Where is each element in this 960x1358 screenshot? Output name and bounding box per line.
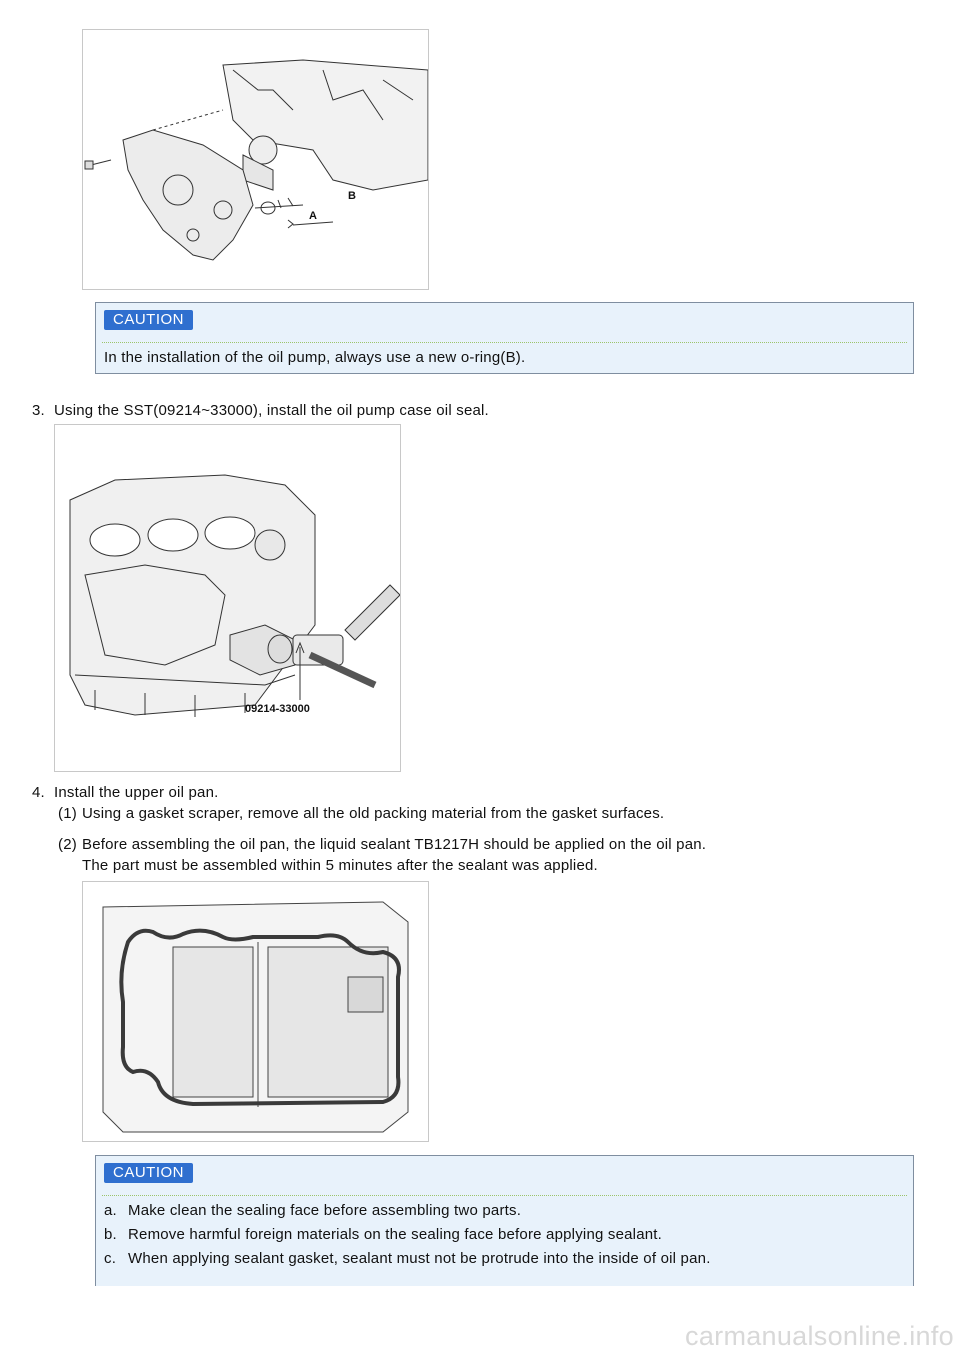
substep-1-number: (1) xyxy=(58,805,77,822)
divider xyxy=(102,342,907,343)
caution-box-sealant xyxy=(95,1155,914,1286)
caution-badge: CAUTION xyxy=(104,310,193,330)
caution-item-c-marker: c. xyxy=(104,1250,117,1267)
caution-badge: CAUTION xyxy=(104,1163,193,1183)
figure1-label-b: B xyxy=(348,190,356,202)
caution-item-a-text: Make clean the sealing face before assembling two parts. xyxy=(128,1202,522,1219)
substep-2-text: Before assembling the oil pan, the liquid sealant TB1217H should be applied on the oil pan. xyxy=(82,836,707,853)
figure1-label-a: A xyxy=(309,210,317,222)
step-4-number: 4. xyxy=(32,784,45,801)
step-4-text: Install the upper oil pan. xyxy=(54,784,219,801)
caution-item-a-marker: a. xyxy=(104,1202,117,1219)
caution-text: In the installation of the oil pump, always use a new o-ring(B). xyxy=(104,349,526,366)
caution-item-b-text: Remove harmful foreign materials on the sealing face before applying sealant. xyxy=(128,1226,663,1243)
watermark: carmanualsonline.info xyxy=(685,1321,954,1351)
substep-2-text-line2: The part must be assembled within 5 minutes after the sealant was applied. xyxy=(82,857,598,874)
figure2-tool-label: 09214-33000 xyxy=(245,703,310,715)
step-3-number: 3. xyxy=(32,402,45,419)
figure-sst-oil-seal xyxy=(54,424,401,772)
caution-item-c-text: When applying sealant gasket, sealant must not be protrude into the inside of oil pan. xyxy=(128,1250,711,1267)
substep-2-number: (2) xyxy=(58,836,77,853)
divider xyxy=(102,1195,907,1196)
figure-oil-pump xyxy=(82,29,429,290)
substep-1-text: Using a gasket scraper, remove all the old packing material from the gasket surfaces. xyxy=(82,805,665,822)
figure-oil-pan-sealant xyxy=(82,881,429,1142)
caution-item-b-marker: b. xyxy=(104,1226,117,1243)
step-3-text: Using the SST(09214~33000), install the oil pump case oil seal. xyxy=(54,402,489,419)
caution-box-oring xyxy=(95,302,914,374)
